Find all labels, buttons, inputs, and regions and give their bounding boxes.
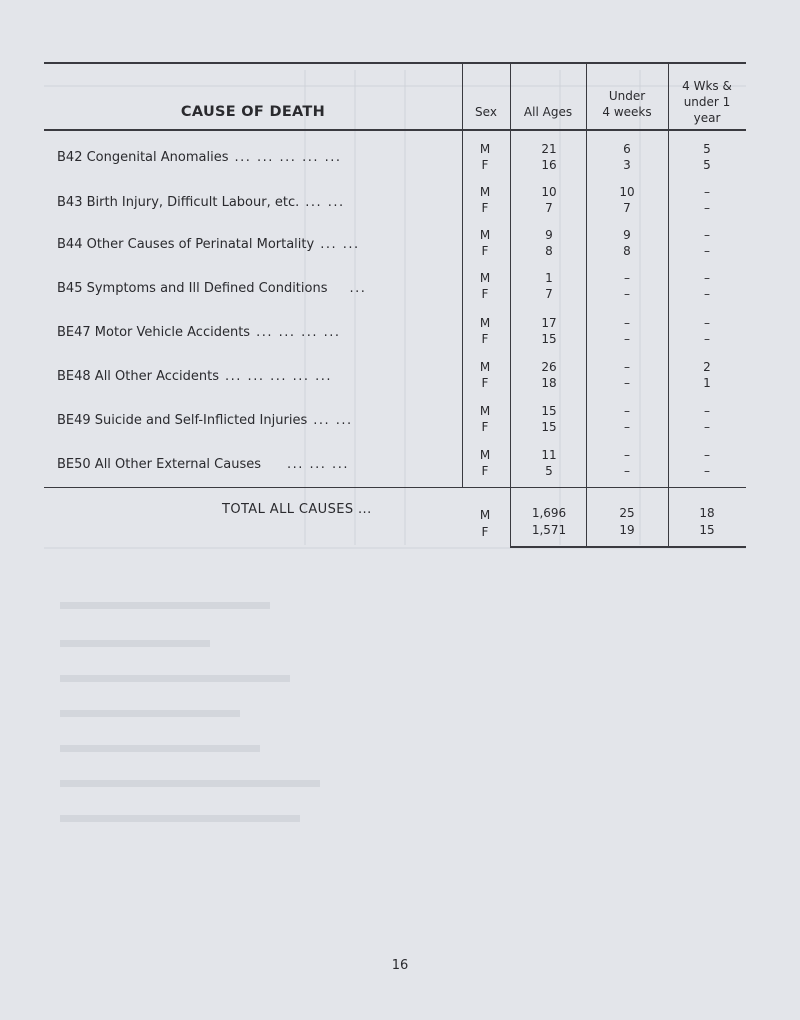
row-all-ages-m: 26 [541,360,557,374]
row-sex-m: M [479,360,491,374]
row-under4-f: 3 [623,158,631,172]
row-all-ages-f: 15 [541,420,557,434]
row-4wks-f: – [704,420,710,434]
header-4wks-under-1-year [668,78,746,126]
header-4wks-line1: 4 Wks & [682,79,732,93]
row-sex-f: F [481,158,489,172]
total-all-ages-f: 1,571 [531,523,567,537]
total-sex-f: F [481,525,489,539]
page-number: 16 [391,958,409,973]
total-label: TOTAL ALL CAUSES ... [222,502,372,517]
row-sex-f: F [481,201,489,215]
row-all-ages-f: 5 [545,464,553,478]
total-bottom-rule [510,546,746,548]
row-cause-label: BE49 Suicide and Self-Inflicted Injuries ... ... [57,413,353,428]
row-sex-m: M [479,185,491,199]
row-all-ages-f: 18 [541,376,557,390]
row-sex-m: M [479,271,491,285]
row-sex-m: M [479,228,491,242]
row-under4-f: – [624,287,630,301]
header-4wks-line3: year [693,111,721,125]
table-top-rule [44,62,746,64]
row-sex-f: F [481,420,489,434]
row-under4-m: 6 [623,142,631,156]
body-bottom-rule [44,487,746,488]
header-under-4-weeks [586,88,668,120]
row-all-ages-m: 11 [541,448,557,462]
row-4wks-m: 5 [703,142,711,156]
row-4wks-f: – [704,244,710,258]
header-under-4-weeks-line2: 4 weeks [602,105,652,119]
row-under4-m: – [624,448,630,462]
row-under4-m: 9 [623,228,631,242]
row-4wks-f: – [704,464,710,478]
row-cause-label: B42 Congenital Anomalies ... ... ... ... ... [57,150,342,165]
row-all-ages-m: 21 [541,142,557,156]
total-all-ages-m: 1,696 [531,506,567,520]
row-all-ages-f: 7 [545,287,553,301]
row-all-ages-m: 10 [541,185,557,199]
total-4wks-m: 18 [699,506,715,520]
col-divider-sex-left [462,62,463,487]
row-4wks-m: – [704,185,710,199]
row-4wks-f: – [704,201,710,215]
row-sex-f: F [481,287,489,301]
row-cause-label: BE48 All Other Accidents ... ... ... ... ... [57,369,333,384]
row-sex-f: F [481,244,489,258]
row-4wks-m: – [704,228,710,242]
row-sex-m: M [479,142,491,156]
total-sex-m: M [479,508,491,522]
row-cause-label: B43 Birth Injury, Difficult Labour, etc. ... ... [57,195,345,210]
header-under-4-weeks-line1: Under [608,89,646,103]
total-4wks-f: 15 [699,523,715,537]
row-cause-label: B45 Symptoms and Ill Defined Conditions ... [57,281,367,296]
row-4wks-m: – [704,271,710,285]
row-all-ages-m: 17 [541,316,557,330]
row-under4-m: – [624,360,630,374]
row-4wks-f: – [704,332,710,346]
row-cause-label: B44 Other Causes of Perinatal Mortality ... ... [57,237,360,252]
row-4wks-m: – [704,448,710,462]
row-under4-f: – [624,464,630,478]
row-all-ages-m: 15 [541,404,557,418]
row-sex-f: F [481,464,489,478]
row-all-ages-f: 15 [541,332,557,346]
row-sex-f: F [481,376,489,390]
row-under4-f: 8 [623,244,631,258]
row-sex-m: M [479,316,491,330]
row-under4-f: – [624,332,630,346]
header-sex: Sex [475,105,497,119]
row-all-ages-f: 7 [545,201,553,215]
row-all-ages-m: 9 [545,228,553,242]
row-4wks-m: 2 [703,360,711,374]
total-under4-f: 19 [619,523,635,537]
row-4wks-f: 1 [703,376,711,390]
row-all-ages-f: 8 [545,244,553,258]
row-sex-m: M [479,448,491,462]
row-under4-m: – [624,404,630,418]
row-sex-m: M [479,404,491,418]
row-all-ages-f: 16 [541,158,557,172]
total-under4-m: 25 [619,506,635,520]
row-under4-m: – [624,271,630,285]
row-4wks-f: 5 [703,158,711,172]
row-under4-f: – [624,376,630,390]
header-all-ages: All Ages [523,105,573,119]
header-bottom-rule [44,129,746,131]
row-under4-m: – [624,316,630,330]
header-4wks-line2: under 1 [683,95,731,109]
row-sex-f: F [481,332,489,346]
header-cause-of-death: CAUSE OF DEATH [180,104,326,120]
row-4wks-m: – [704,404,710,418]
row-under4-m: 10 [619,185,635,199]
row-all-ages-m: 1 [545,271,553,285]
row-cause-label: BE47 Motor Vehicle Accidents ... ... ... ... [57,325,341,340]
row-cause-label: BE50 All Other External Causes ... ... ... [57,457,349,472]
row-4wks-m: – [704,316,710,330]
col-divider-all-ages [510,62,511,547]
row-under4-f: – [624,420,630,434]
row-4wks-f: – [704,287,710,301]
row-under4-f: 7 [623,201,631,215]
